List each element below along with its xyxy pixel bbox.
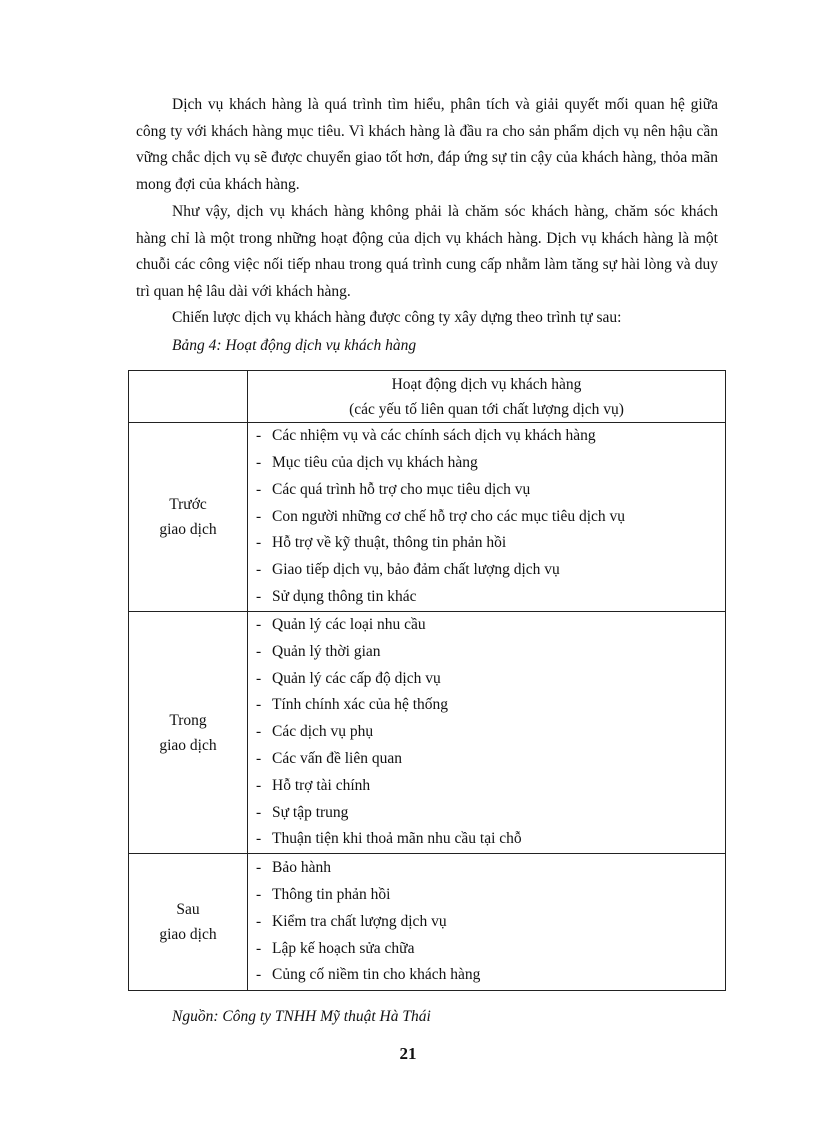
- stage-label: Trong: [169, 711, 207, 729]
- list-item: - Các dịch vụ phụ: [256, 719, 725, 746]
- list-item: - Củng cố niềm tin cho khách hàng: [256, 962, 725, 989]
- items-cell-before: [248, 423, 726, 612]
- activity-list: [256, 855, 725, 989]
- bullet-dash: -: [256, 561, 262, 579]
- paragraph-customer-service-definition: Dịch vụ khách hàng là quá trình tìm hiểu, phân tích và giải quyết mối quan hệ giữa công ty với khách hàng mục tiêu. Vì khách hàng là đầu ra cho sản phẩm dịch vụ nên hậu cần vững chắc dịch vụ sẽ được chuyển giao tốt hơn, đáp ứng sự tin cậy của khách hàng, thỏa mãn mong đợi của khách hàng.: [136, 96, 718, 193]
- bullet-dash: -: [256, 642, 262, 660]
- page-number: 21: [399, 1044, 417, 1063]
- stage-label-sub: giao dịch: [159, 736, 217, 754]
- list-item: - Quản lý các loại nhu cầu: [256, 612, 725, 639]
- paragraph-service-vs-care: Như vậy, dịch vụ khách hàng không phải là chăm sóc khách hàng, chăm sóc khách hàng chỉ là một trong những hoạt động của dịch vụ khách hàng. Dịch vụ khách hàng là một chuỗi các công việc nối tiếp nhau trong quá trình cung cấp nhằm làm tăng sự hài lòng và duy trì quan hệ lâu dài với khách hàng.: [136, 203, 718, 300]
- activities-table: [128, 370, 726, 991]
- items-cell-during: [248, 612, 726, 854]
- bullet-dash: -: [256, 859, 262, 877]
- list-item: - Bảo hành: [256, 855, 725, 882]
- list-item: - Quản lý các cấp độ dịch vụ: [256, 666, 725, 693]
- table-caption: Bảng 4: Hoạt động dịch vụ khách hàng: [172, 337, 417, 354]
- bullet-dash: -: [256, 912, 262, 930]
- bullet-dash: -: [256, 669, 262, 687]
- header-subtitle: (các yếu tố liên quan tới chất lượng dịch vụ): [349, 400, 624, 418]
- source-note: Nguồn: Công ty TNHH Mỹ thuật Hà Thái: [172, 1008, 431, 1025]
- bullet-dash: -: [256, 696, 262, 714]
- header-empty-cell: [129, 371, 248, 423]
- paragraph-strategy-intro: Chiến lược dịch vụ khách hàng được công ty xây dựng theo trình tự sau:: [172, 309, 622, 326]
- table-row-before: [129, 423, 726, 612]
- header-cell: [248, 371, 726, 423]
- list-item: - Hỗ trợ về kỹ thuật, thông tin phản hồi: [256, 530, 725, 557]
- list-item: - Lập kế hoạch sửa chữa: [256, 936, 725, 963]
- list-item: - Tính chính xác của hệ thống: [256, 692, 725, 719]
- bullet-dash: -: [256, 803, 262, 821]
- bullet-dash: -: [256, 885, 262, 903]
- list-item: - Các quá trình hỗ trợ cho mục tiêu dịch vụ: [256, 477, 725, 504]
- bullet-dash: -: [256, 534, 262, 552]
- bullet-dash: -: [256, 507, 262, 525]
- bullet-dash: -: [256, 966, 262, 984]
- list-item: - Hỗ trợ tài chính: [256, 773, 725, 800]
- stage-label-sub: giao dịch: [159, 521, 217, 538]
- list-item: - Kiểm tra chất lượng dịch vụ: [256, 909, 725, 936]
- bullet-dash: -: [256, 587, 262, 605]
- list-item: - Sự tập trung: [256, 800, 725, 827]
- bullet-dash: -: [256, 454, 262, 471]
- bullet-dash: -: [256, 723, 262, 741]
- bullet-dash: -: [256, 830, 262, 848]
- list-item: - Mục tiêu của dịch vụ khách hàng: [256, 450, 725, 477]
- stage-cell-after: [129, 854, 248, 991]
- bullet-dash: -: [256, 616, 262, 633]
- list-item: - Con người những cơ chế hỗ trợ cho các mục tiêu dịch vụ: [256, 504, 725, 531]
- table-row-after: [129, 854, 726, 991]
- list-item: - Các vấn đề liên quan: [256, 746, 725, 773]
- list-item: - Thuận tiện khi thoả mãn nhu cầu tại chỗ: [256, 826, 725, 853]
- items-cell-after: [248, 854, 726, 991]
- bullet-dash: -: [256, 480, 262, 498]
- stage-cell-during: [129, 612, 248, 854]
- stage-cell-before: [129, 423, 248, 612]
- list-item: - Thông tin phản hồi: [256, 882, 725, 909]
- bullet-dash: -: [256, 427, 262, 445]
- table-header-row: [129, 371, 726, 423]
- stage-label: Trước: [169, 496, 207, 513]
- bullet-dash: -: [256, 776, 262, 794]
- list-item: - Quản lý thời gian: [256, 639, 725, 666]
- bullet-dash: -: [256, 749, 262, 767]
- activity-list: [256, 612, 725, 853]
- table-row-during: [129, 612, 726, 854]
- stage-label: Sau: [176, 901, 200, 919]
- list-item: - Giao tiếp dịch vụ, bảo đảm chất lượng dịch vụ: [256, 557, 725, 584]
- bullet-dash: -: [256, 939, 262, 957]
- header-title: Hoạt động dịch vụ khách hàng: [391, 375, 582, 393]
- list-item: - Các nhiệm vụ và các chính sách dịch vụ khách hàng: [256, 423, 725, 450]
- stage-label-sub: giao dịch: [159, 926, 217, 944]
- activity-list: [256, 423, 725, 611]
- list-item: - Sử dụng thông tin khác: [256, 584, 725, 611]
